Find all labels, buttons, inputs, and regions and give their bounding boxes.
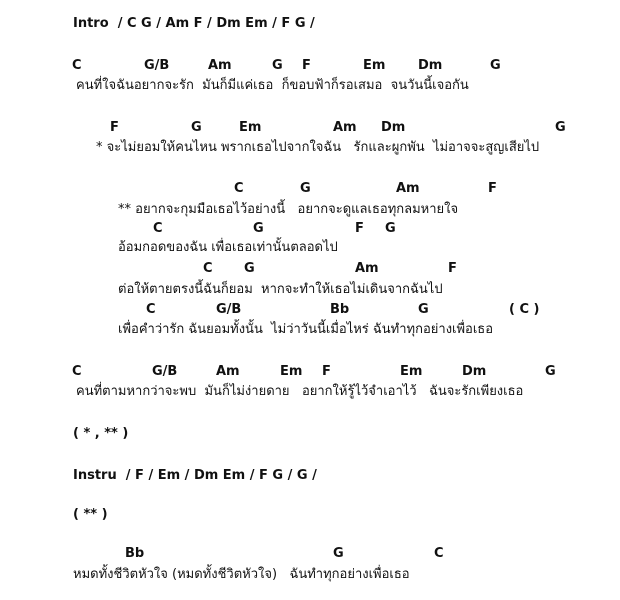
chord-line: Em bbox=[363, 58, 386, 73]
chord-line: Am bbox=[333, 120, 357, 135]
lyric-line: หมดทั้งชีวิตหัวใจ (หมดทั้งชีวิตหัวใจ) ฉันทำทุกอย่างเพื่อเธอ bbox=[73, 567, 410, 582]
chord-line: C bbox=[434, 546, 444, 561]
chord-line: G/B bbox=[216, 302, 242, 317]
chord-line: G bbox=[385, 221, 396, 236]
chord-line: Am bbox=[355, 261, 379, 276]
chord-line: G bbox=[253, 221, 264, 236]
lyric-line: คนที่ตามหากว่าจะพบ มันก็ไม่ง่ายดาย อยากให้รู้ไว้จำเอาไว้ ฉันจะรักเพียงเธอ bbox=[76, 384, 524, 399]
lyric-line: ต่อให้ตายตรงนี้ฉันก็ยอม หากจะทำให้เธอไม่เดินจากฉันไป bbox=[118, 282, 443, 297]
chord-line: C bbox=[146, 302, 156, 317]
instru-line: Instru / F / Em / Dm Em / F G / G / bbox=[73, 468, 317, 483]
repeat-marker: ( * , ** ) bbox=[73, 426, 129, 441]
chord-line: Am bbox=[396, 181, 420, 196]
lyric-line: คนที่ใจฉันอยากจะรัก มันก็มีแค่เธอ ก็ขอบฟ้าก็รอเสมอ จนวันนี้เจอกัน bbox=[76, 78, 469, 93]
chord-line: Bb bbox=[330, 302, 350, 317]
chord-line: G bbox=[545, 364, 556, 379]
chord-line: F bbox=[302, 58, 311, 73]
chord-line: ( C ) bbox=[509, 302, 540, 317]
chord-line: G bbox=[490, 58, 501, 73]
repeat-marker: ( ** ) bbox=[73, 507, 108, 522]
chord-line: Dm bbox=[381, 120, 406, 135]
chord-line: Am bbox=[208, 58, 232, 73]
chord-line: G/B bbox=[152, 364, 178, 379]
lyric-line: อ้อมกอดของฉัน เพื่อเธอเท่านั้นตลอดไป bbox=[118, 240, 338, 255]
chord-line: C bbox=[234, 181, 244, 196]
chord-line: C bbox=[203, 261, 213, 276]
chord-line: G/B bbox=[144, 58, 170, 73]
chord-line: F bbox=[322, 364, 331, 379]
chord-line: Em bbox=[280, 364, 303, 379]
chord-line: G bbox=[300, 181, 311, 196]
chord-line: F bbox=[488, 181, 497, 196]
lyric-line: * จะไม่ยอมให้คนไหน พรากเธอไปจากใจฉัน รักและผูกพัน ไม่อาจจะสูญเสียไป bbox=[96, 140, 540, 155]
intro-line: Intro / C G / Am F / Dm Em / F G / bbox=[73, 16, 315, 31]
chord-line: G bbox=[244, 261, 255, 276]
chord-line: Am bbox=[216, 364, 240, 379]
chord-line: Dm bbox=[462, 364, 487, 379]
chord-line: Bb bbox=[125, 546, 145, 561]
lyric-line: ** อยากจะกุมมือเธอไว้อย่างนี้ อยากจะดูแลเธอทุกลมหายใจ bbox=[118, 202, 459, 217]
chord-line: Em bbox=[400, 364, 423, 379]
chord-line: G bbox=[555, 120, 566, 135]
chord-line: Dm bbox=[418, 58, 443, 73]
chord-line: G bbox=[333, 546, 344, 561]
chord-line: C bbox=[153, 221, 163, 236]
chord-line: C bbox=[72, 58, 82, 73]
chord-line: G bbox=[191, 120, 202, 135]
chord-line: C bbox=[72, 364, 82, 379]
chord-line: G bbox=[272, 58, 283, 73]
chord-line: G bbox=[418, 302, 429, 317]
chord-line: F bbox=[448, 261, 457, 276]
chord-line: F bbox=[110, 120, 119, 135]
chord-line: Em bbox=[239, 120, 262, 135]
lyric-line: เพื่อคำว่ารัก ฉันยอมทั้งนั้น ไม่ว่าวันนี้เมื่อไหร่ ฉันทำทุกอย่างเพื่อเธอ bbox=[118, 322, 494, 337]
chord-line: F bbox=[355, 221, 364, 236]
